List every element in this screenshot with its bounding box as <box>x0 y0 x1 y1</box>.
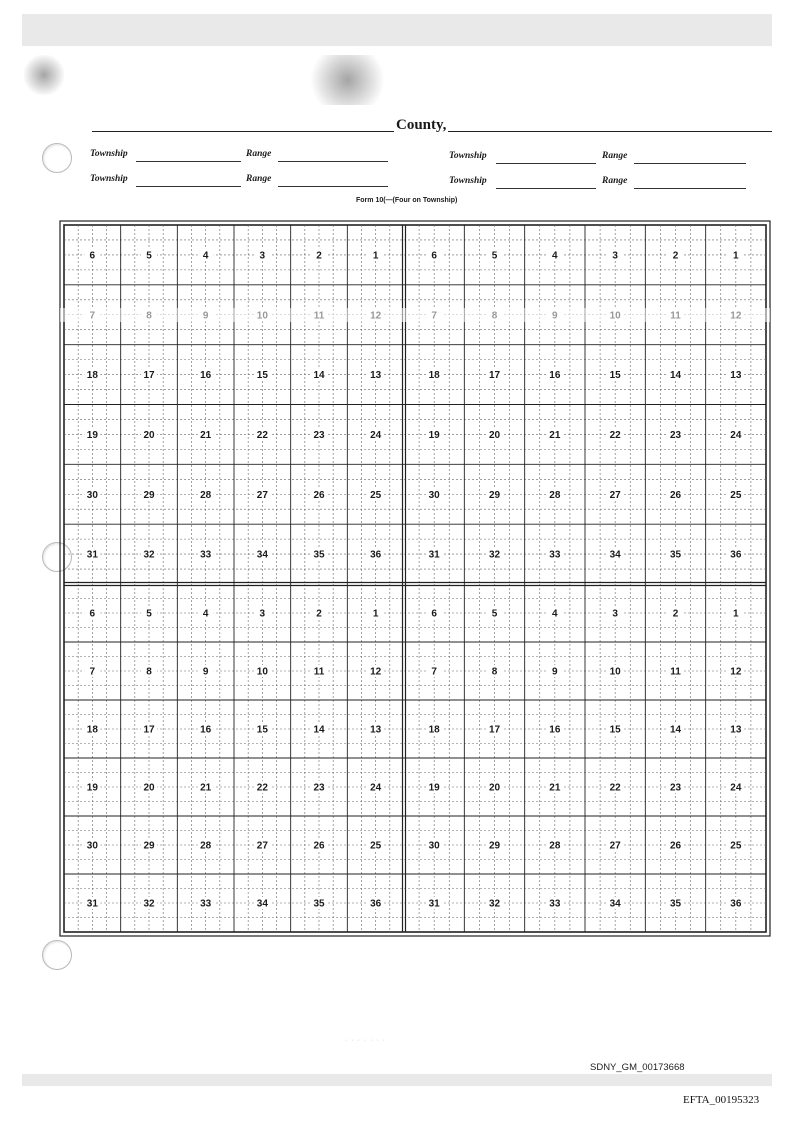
range-label-1: Range <box>246 149 272 159</box>
section-number-8: 8 <box>146 666 152 678</box>
form-number-label: Form 10(—(Four on Township) <box>356 197 458 204</box>
section-number-19: 19 <box>86 429 98 441</box>
section-number-4: 4 <box>202 250 209 262</box>
section-number-13: 13 <box>370 370 382 382</box>
section-number-19: 19 <box>428 429 440 441</box>
section-number-26: 26 <box>313 840 325 852</box>
section-number-12: 12 <box>370 666 382 678</box>
section-number-36: 36 <box>730 898 742 910</box>
section-number-9: 9 <box>202 666 209 678</box>
section-number-36: 36 <box>730 549 742 561</box>
range-label-2: Range <box>602 151 628 161</box>
section-number-20: 20 <box>488 782 501 794</box>
section-number-13: 13 <box>730 370 742 382</box>
range-label-4: Range <box>602 176 628 186</box>
section-number-19: 19 <box>86 782 98 794</box>
section-number-34: 34 <box>609 898 621 910</box>
section-number-23: 23 <box>669 782 682 794</box>
section-number-30: 30 <box>86 489 98 501</box>
section-number-35: 35 <box>313 549 325 561</box>
section-number-25: 25 <box>730 489 742 501</box>
section-number-14: 14 <box>313 724 325 736</box>
section-number-32: 32 <box>143 898 155 910</box>
section-number-15: 15 <box>256 724 268 736</box>
section-number-22: 22 <box>256 429 268 441</box>
section-number-12: 12 <box>730 666 742 678</box>
section-number-29: 29 <box>143 840 155 852</box>
section-number-7: 7 <box>89 666 96 678</box>
section-number-34: 34 <box>256 549 268 561</box>
section-number-35: 35 <box>669 898 682 910</box>
section-number-18: 18 <box>428 370 440 382</box>
section-number-3: 3 <box>259 250 266 262</box>
section-number-20: 20 <box>143 782 155 794</box>
section-number-6: 6 <box>89 250 96 262</box>
section-number-6: 6 <box>431 608 437 620</box>
section-number-5: 5 <box>491 250 498 262</box>
section-number-33: 33 <box>549 549 561 561</box>
section-number-27: 27 <box>609 489 621 501</box>
section-number-36: 36 <box>370 549 382 561</box>
section-number-28: 28 <box>549 840 561 852</box>
township-1 <box>64 225 404 584</box>
section-number-21: 21 <box>549 782 561 794</box>
section-number-35: 35 <box>669 549 682 561</box>
county-label: County, <box>396 117 447 133</box>
section-number-27: 27 <box>609 840 621 852</box>
section-number-24: 24 <box>730 782 742 794</box>
section-number-26: 26 <box>313 489 325 501</box>
section-number-28: 28 <box>549 489 561 501</box>
section-number-3: 3 <box>612 250 618 262</box>
section-number-32: 32 <box>488 549 501 561</box>
section-number-24: 24 <box>370 782 382 794</box>
section-number-25: 25 <box>730 840 742 852</box>
section-number-7: 7 <box>431 666 437 678</box>
bates-number: EFTA_00195323 <box>683 1094 760 1106</box>
section-number-11: 11 <box>313 666 325 678</box>
section-number-17: 17 <box>488 370 501 382</box>
section-number-31: 31 <box>428 549 440 561</box>
section-number-30: 30 <box>428 489 440 501</box>
section-number-4: 4 <box>202 608 209 620</box>
section-number-2: 2 <box>672 608 679 620</box>
section-number-29: 29 <box>488 489 501 501</box>
section-number-27: 27 <box>256 489 268 501</box>
section-number-21: 21 <box>200 429 212 441</box>
section-number-18: 18 <box>428 724 440 736</box>
section-number-14: 14 <box>669 370 682 382</box>
section-number-23: 23 <box>313 429 325 441</box>
section-number-31: 31 <box>428 898 440 910</box>
township-label-4: Township <box>449 176 487 186</box>
section-number-11: 11 <box>670 666 681 678</box>
section-number-20: 20 <box>143 429 155 441</box>
section-number-23: 23 <box>313 782 325 794</box>
range-label-3: Range <box>246 174 272 184</box>
section-number-33: 33 <box>549 898 561 910</box>
section-number-6: 6 <box>431 250 437 262</box>
section-number-33: 33 <box>200 898 212 910</box>
section-number-16: 16 <box>200 724 212 736</box>
section-number-13: 13 <box>730 724 742 736</box>
section-number-2: 2 <box>316 250 322 262</box>
section-number-25: 25 <box>370 840 382 852</box>
township-label-1: Township <box>90 149 128 159</box>
section-number-17: 17 <box>488 724 501 736</box>
township-4 <box>404 584 766 932</box>
section-number-17: 17 <box>143 724 155 736</box>
section-number-32: 32 <box>488 898 501 910</box>
section-number-31: 31 <box>86 549 98 561</box>
section-number-15: 15 <box>609 370 621 382</box>
section-number-33: 33 <box>200 549 212 561</box>
township-2 <box>404 225 766 584</box>
section-number-1: 1 <box>372 250 379 262</box>
section-number-1: 1 <box>733 608 739 620</box>
scan-fade-band <box>60 308 770 322</box>
section-number-20: 20 <box>488 429 501 441</box>
section-number-31: 31 <box>86 898 98 910</box>
section-number-5: 5 <box>146 250 152 262</box>
section-number-24: 24 <box>370 429 382 441</box>
section-number-29: 29 <box>488 840 501 852</box>
section-number-1: 1 <box>733 250 739 262</box>
section-number-16: 16 <box>549 370 561 382</box>
section-number-6: 6 <box>89 608 96 620</box>
section-number-9: 9 <box>552 666 558 678</box>
section-number-4: 4 <box>552 608 558 620</box>
section-number-35: 35 <box>313 898 325 910</box>
section-number-10: 10 <box>609 666 621 678</box>
section-number-3: 3 <box>259 608 266 620</box>
section-number-17: 17 <box>143 370 155 382</box>
section-number-18: 18 <box>86 370 98 382</box>
section-number-14: 14 <box>669 724 682 736</box>
section-number-16: 16 <box>549 724 561 736</box>
section-number-19: 19 <box>428 782 440 794</box>
section-number-14: 14 <box>313 370 325 382</box>
section-number-27: 27 <box>256 840 268 852</box>
production-id: SDNY_GM_00173668 <box>590 1062 685 1073</box>
section-number-15: 15 <box>256 370 268 382</box>
township-3 <box>64 584 404 932</box>
section-number-3: 3 <box>612 608 618 620</box>
section-number-21: 21 <box>200 782 212 794</box>
section-number-5: 5 <box>491 608 498 620</box>
section-number-34: 34 <box>256 898 268 910</box>
section-number-22: 22 <box>609 782 621 794</box>
section-number-5: 5 <box>146 608 152 620</box>
section-number-32: 32 <box>143 549 155 561</box>
faint-scan-text: · · · · · · · <box>345 1037 386 1044</box>
section-number-1: 1 <box>372 608 379 620</box>
section-number-10: 10 <box>256 666 268 678</box>
section-number-15: 15 <box>609 724 621 736</box>
section-number-22: 22 <box>609 429 621 441</box>
section-number-26: 26 <box>669 840 682 852</box>
section-number-2: 2 <box>316 608 322 620</box>
section-number-24: 24 <box>730 429 742 441</box>
section-number-34: 34 <box>609 549 621 561</box>
section-number-21: 21 <box>549 429 561 441</box>
section-number-28: 28 <box>200 489 212 501</box>
section-number-18: 18 <box>86 724 98 736</box>
grid-outer-frame <box>60 221 770 936</box>
section-number-30: 30 <box>86 840 98 852</box>
section-number-36: 36 <box>370 898 382 910</box>
section-number-29: 29 <box>143 489 155 501</box>
section-number-13: 13 <box>370 724 382 736</box>
section-number-8: 8 <box>491 666 498 678</box>
section-number-26: 26 <box>669 489 682 501</box>
section-number-28: 28 <box>200 840 212 852</box>
section-number-4: 4 <box>552 250 558 262</box>
section-number-30: 30 <box>428 840 440 852</box>
section-number-22: 22 <box>256 782 268 794</box>
section-number-16: 16 <box>200 370 212 382</box>
township-label-3: Township <box>90 174 128 184</box>
section-number-25: 25 <box>370 489 382 501</box>
section-number-23: 23 <box>669 429 682 441</box>
township-label-2: Township <box>449 151 487 161</box>
section-number-2: 2 <box>672 250 679 262</box>
